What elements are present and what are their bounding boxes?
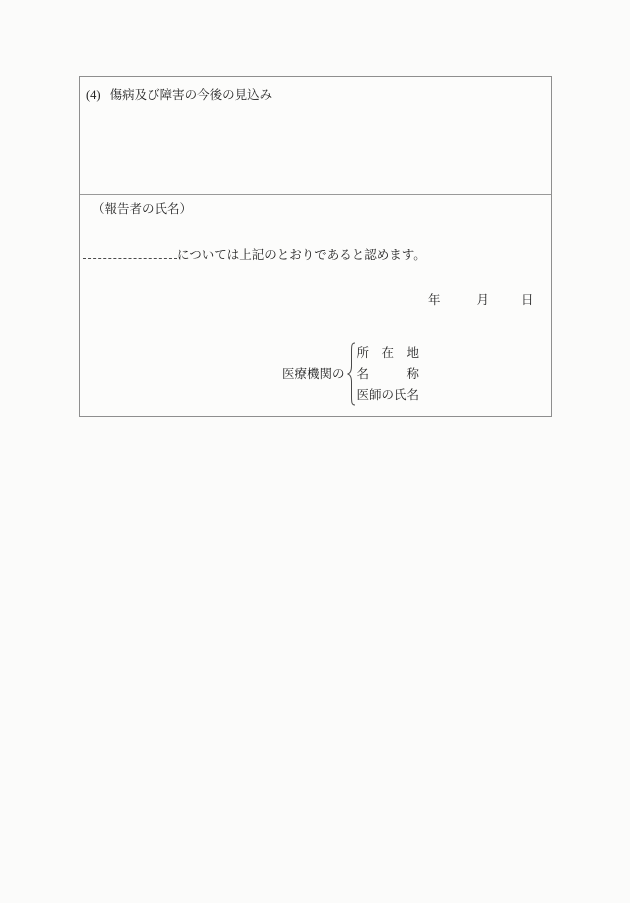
medical-institution-group	[282, 342, 419, 406]
institution-label: 医療機関の	[282, 366, 345, 381]
section-title: 傷病及び障害の今後の見込み	[109, 88, 273, 102]
certification-statement	[83, 247, 426, 263]
institution-items	[357, 343, 420, 406]
name-blank-line	[83, 247, 177, 259]
date-line	[428, 293, 534, 308]
left-brace-glyph	[346, 342, 356, 406]
medical-report-form-box	[79, 76, 552, 417]
date-month-label: 月	[476, 293, 490, 307]
section-certification	[80, 195, 551, 415]
statement-text: については上記のとおりであると認めます。	[177, 248, 426, 262]
date-year-label: 年	[428, 293, 441, 307]
institution-address-label: 所 在 地	[356, 345, 420, 360]
institution-name-label: 名 称	[356, 366, 420, 381]
prognosis-answer-space	[86, 103, 544, 183]
section-prognosis	[80, 77, 551, 195]
section-number: (4)	[86, 88, 101, 102]
doctor-name-label: 医師の氏名	[356, 387, 420, 402]
reporter-name-label: （報告者の氏名）	[92, 202, 193, 216]
date-day-label: 日	[521, 293, 534, 307]
